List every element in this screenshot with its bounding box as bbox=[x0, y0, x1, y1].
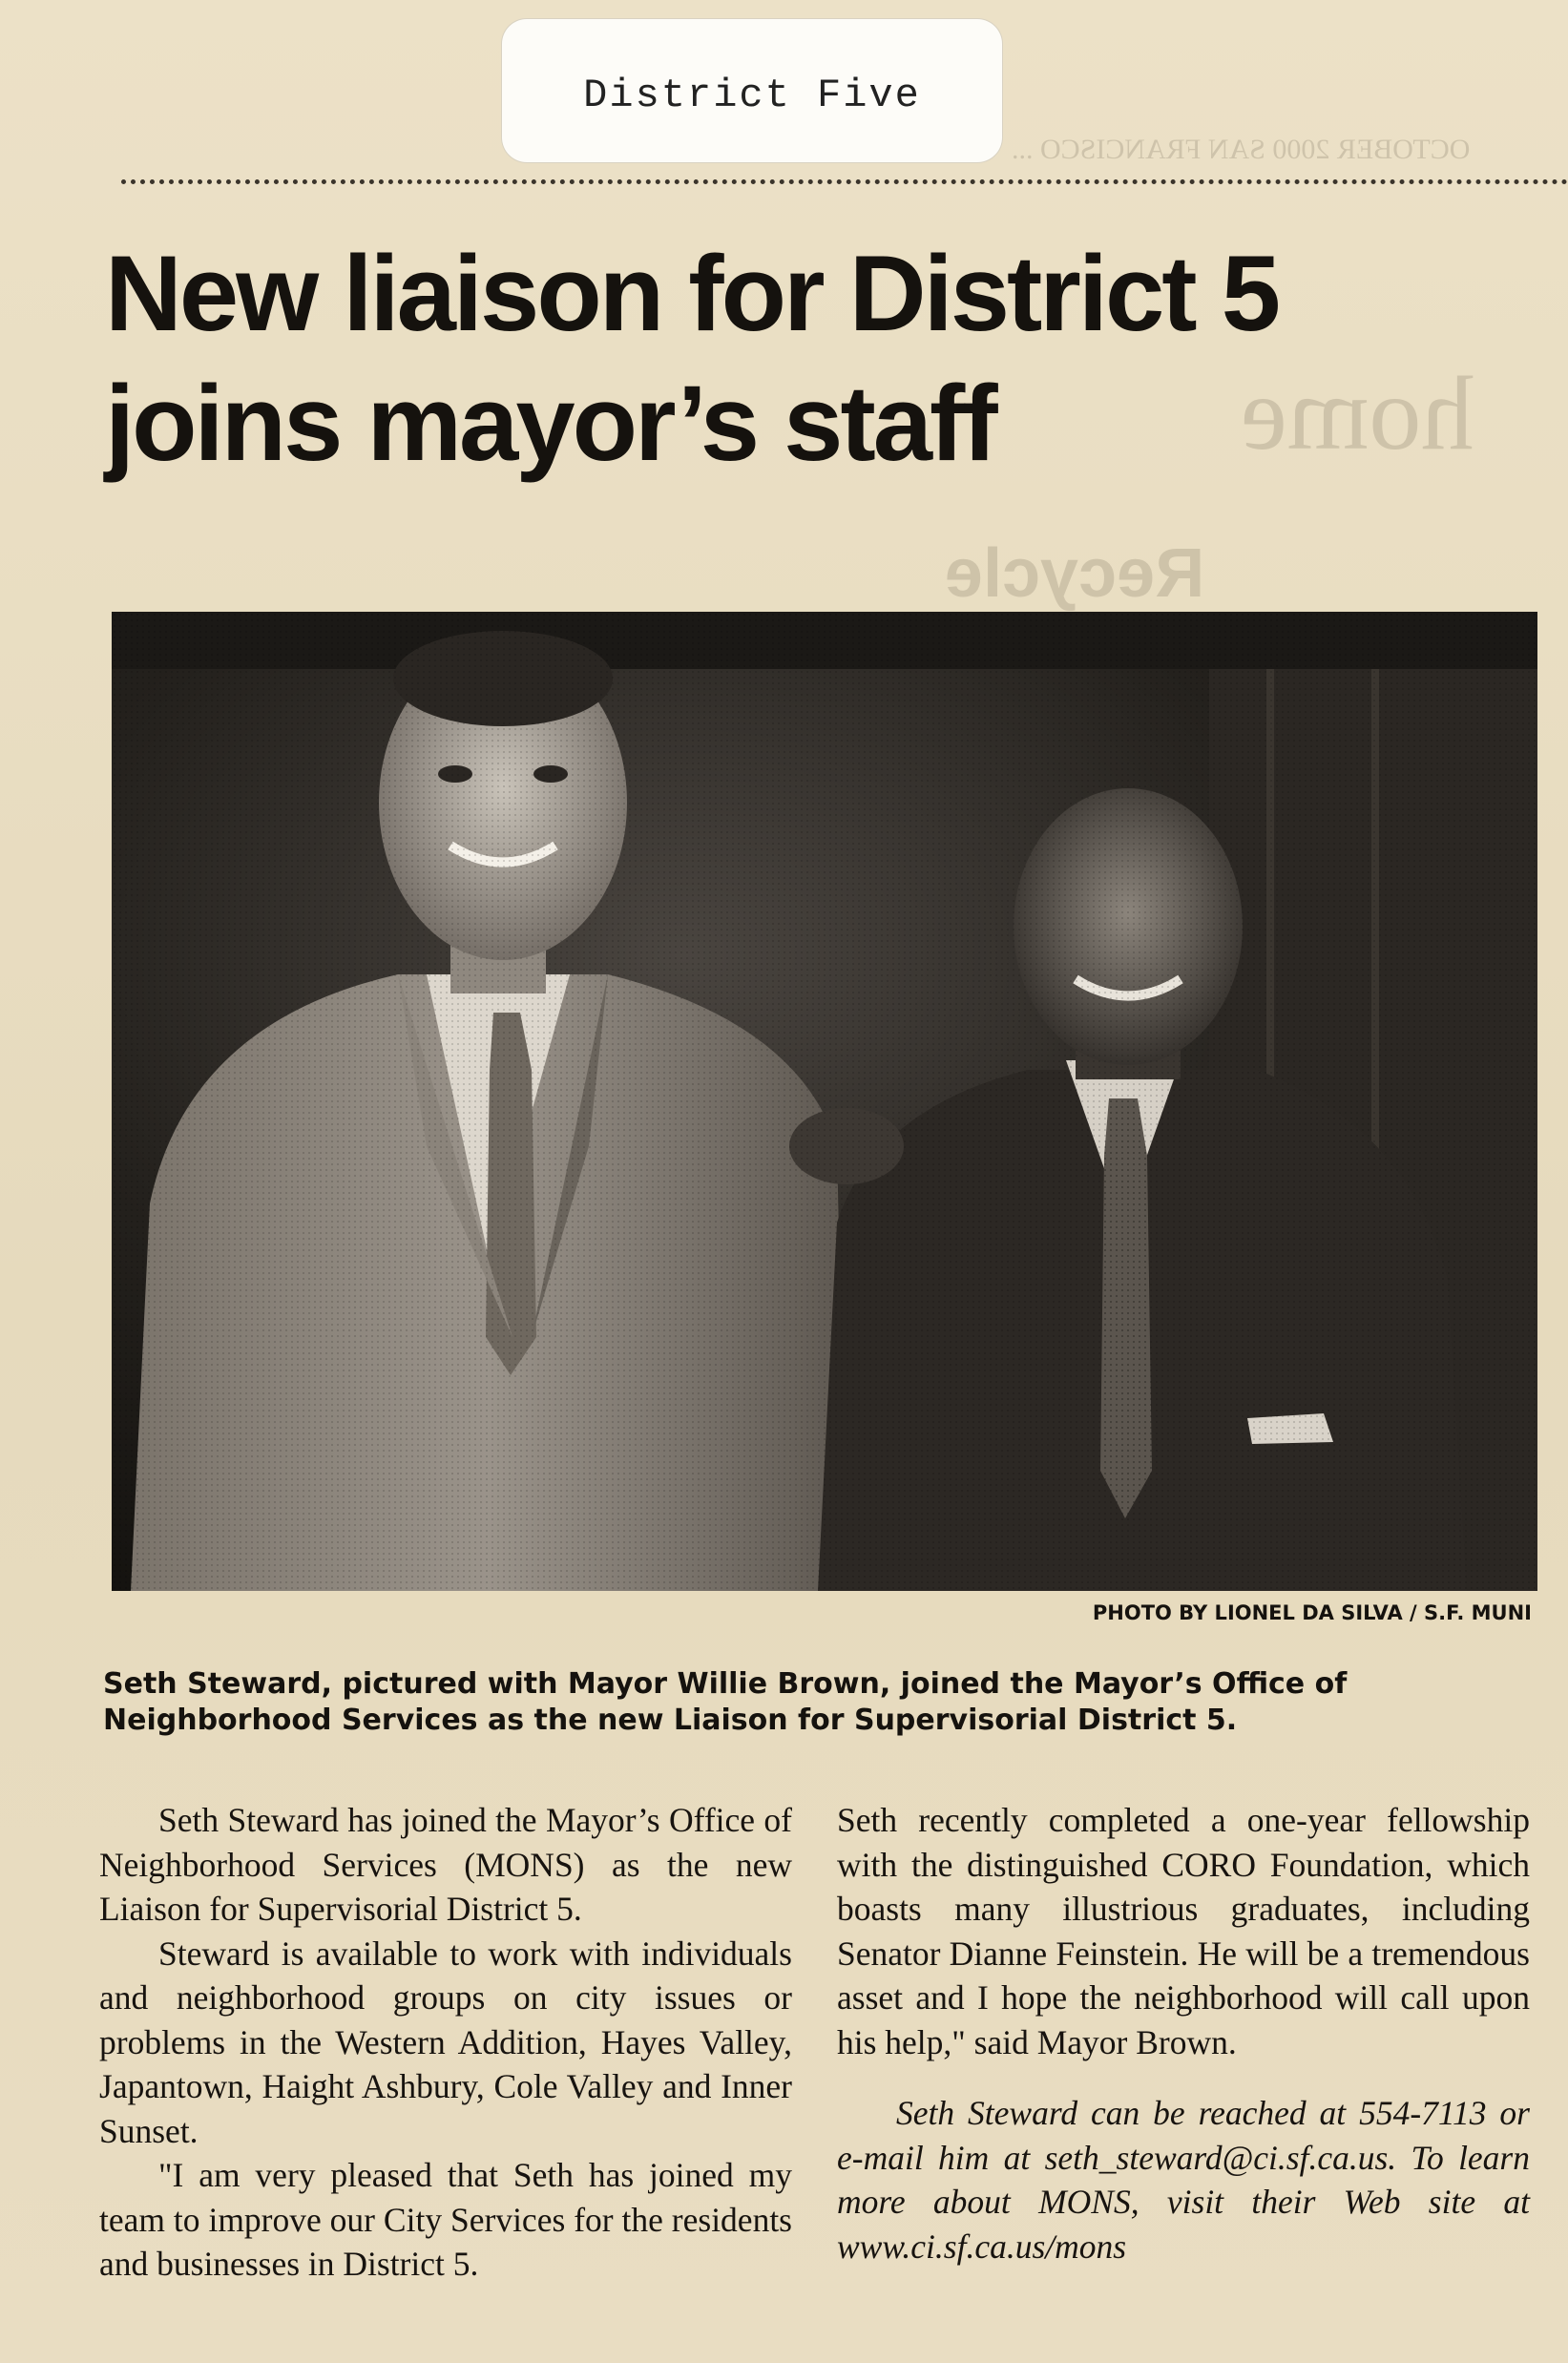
dotted-divider bbox=[121, 179, 1568, 184]
article-paragraph: "I am very pleased that Seth has joined my team to improve our City Services for the residents and businesses in District 5. bbox=[99, 2156, 792, 2283]
bleed-through-heading: Recycle bbox=[945, 535, 1205, 612]
article-column-left bbox=[99, 1798, 792, 2287]
headline-line-1: New liaison for District 5 bbox=[105, 234, 1278, 353]
photo-caption: Seth Steward, pictured with Mayor Willie Brown, joined the Mayor’s Office of Neighborhood Services as the new Liaison for Supervisorial District 5. bbox=[103, 1667, 1348, 1737]
section-tag bbox=[502, 19, 1002, 162]
bleed-through-side-text: home bbox=[1241, 355, 1474, 471]
article-paragraph: Steward is available to work with individuals and neighborhood groups on city issues or problems in the Western Addition, Hayes Valley, Japantown, Haight Ashbury, Cole Valley and Inner Sunset. bbox=[99, 1934, 792, 2150]
article-paragraph: Seth recently completed a one-year fellowship with the distinguished CORO Foundation, which boasts many illustrious graduates, including Senator Dianne Feinstein. He will be a tremendous asset and I hope the neighborhood will call upon his help," said Mayor Brown. bbox=[837, 1801, 1530, 2061]
article-paragraph: Seth Steward has joined the Mayor’s Office of Neighborhood Services (MONS) as the new Liaison for Supervisorial District 5. bbox=[99, 1801, 792, 1928]
headline-line-2: joins mayor’s staff bbox=[105, 364, 995, 483]
headline bbox=[105, 229, 1556, 489]
photo-credit: PHOTO BY LIONEL DA SILVA / S.F. MUNI bbox=[1092, 1601, 1532, 1624]
contact-note: Seth Steward can be reached at 554-7113 or e-mail him at seth_steward@ci.sf.ca.us. To learn more about MONS, visit their Web site at www.ci.sf.ca.us/mons bbox=[837, 2094, 1530, 2266]
section-tag-label: District Five bbox=[583, 73, 921, 118]
news-photo bbox=[112, 612, 1537, 1591]
article-column-right bbox=[837, 1798, 1530, 2269]
bleed-through-header: OCTOBER 2000 SAN FRANCISCO ... bbox=[1012, 134, 1471, 165]
